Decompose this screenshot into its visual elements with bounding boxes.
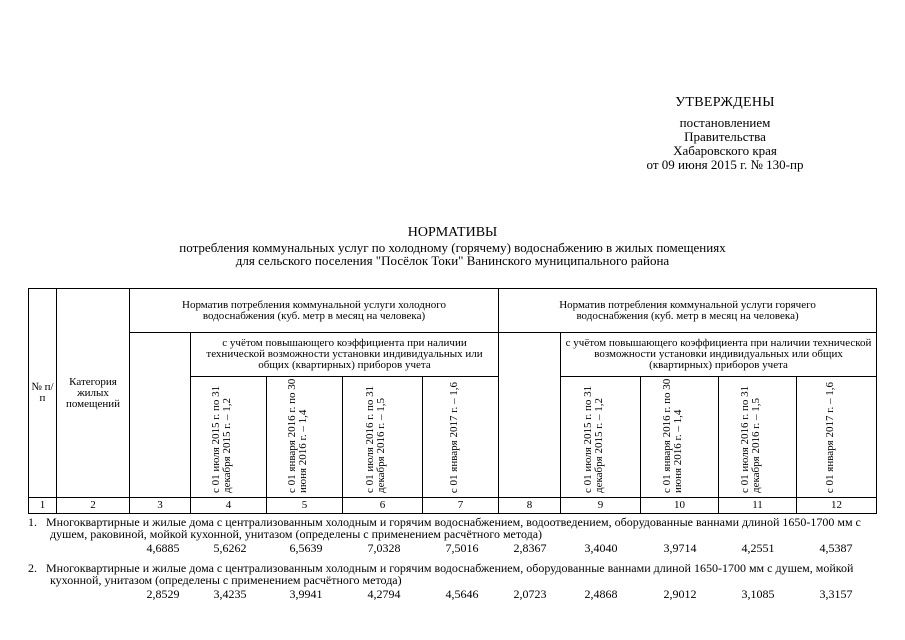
- period-header: с 01 июля 2015 г. по 31 декабря 2015 г. – 1,2: [561, 377, 641, 498]
- item-number: 1.: [28, 515, 37, 529]
- header-cold-base: [130, 333, 191, 498]
- period-header: с 01 января 2017 г. – 1,6: [423, 377, 499, 498]
- period-header: с 01 января 2016 г. по 30 июня 2016 г. – 1,4: [641, 377, 719, 498]
- value-cell: 4,6885: [146, 541, 180, 555]
- value-cell: 4,2551: [741, 541, 775, 555]
- item-values: [28, 588, 876, 602]
- list-item: [28, 562, 876, 602]
- header-hot-base: [499, 333, 561, 498]
- item-values: [28, 542, 876, 556]
- value-cell: 3,4235: [213, 587, 247, 601]
- header-hot-coef: с учётом повышающего коэффициента при наличии технической возможности установки индивидуальных или общих (квартирных) приборов учета: [561, 333, 877, 377]
- header-num: № п/п: [29, 289, 57, 498]
- value-cell: 7,5016: [445, 541, 479, 555]
- period-header: с 01 июля 2016 г. по 31 декабря 2016 г. – 1,5: [719, 377, 797, 498]
- header-cold-coef: с учётом повышающего коэффициента при наличии технической возможности установки индивидуальных или общих (квартирных) приборов учета: [191, 333, 499, 377]
- approval-line: Хабаровского края: [673, 143, 777, 158]
- list-item: [28, 516, 876, 556]
- column-number: 1: [29, 498, 57, 514]
- period-header: с 01 июля 2015 г. по 31 декабря 2015 г. – 1,2: [191, 377, 267, 498]
- approval-line: Правительства: [684, 129, 766, 144]
- period-header: с 01 июля 2016 г. по 31 декабря 2016 г. – 1,5: [343, 377, 423, 498]
- value-cell: 3,3157: [819, 587, 853, 601]
- item-text: Многоквартирные и жилые дома с централизованным холодным и горячим водоснабжением, водоотведением, оборудованные ваннами длиной 1650-1700 мм с душем, раковиной, мойкой кухонной, унитазом (определены с применением расчётного метода): [46, 515, 861, 541]
- norms-table: [28, 288, 877, 514]
- header-hot: Норматив потребления коммунальной услуги горячего водоснабжения (куб. метр в месяц на человека): [499, 289, 877, 333]
- column-number: 8: [499, 498, 561, 514]
- value-cell: 7,0328: [367, 541, 401, 555]
- document-title: НОРМАТИВЫ: [407, 225, 498, 240]
- value-cell: 6,5639: [289, 541, 323, 555]
- column-number: 5: [267, 498, 343, 514]
- column-number: 11: [719, 498, 797, 514]
- header-cold: Норматив потребления коммунальной услуги холодного водоснабжения (куб. метр в месяц на человека): [130, 289, 499, 333]
- value-cell: 3,1085: [741, 587, 775, 601]
- value-cell: 3,9941: [289, 587, 323, 601]
- value-cell: 4,5387: [819, 541, 853, 555]
- approval-title: УТВЕРЖДЕНЫ: [675, 95, 775, 110]
- approval-block: [560, 96, 890, 172]
- column-number: 3: [130, 498, 191, 514]
- column-number: 12: [797, 498, 877, 514]
- item-number: 2.: [28, 561, 37, 575]
- column-number: 2: [57, 498, 130, 514]
- value-cell: 3,4040: [584, 541, 618, 555]
- document-subtitle: потребления коммунальных услуг по холодному (горячему) водоснабжению в жилых помещениях: [179, 240, 726, 255]
- document-title-block: [0, 226, 905, 267]
- value-cell: 3,9714: [663, 541, 697, 555]
- item-text: Многоквартирные и жилые дома с централизованным холодным и горячим водоснабжением, оборудованные ваннами длиной 1650-1700 мм с душем, мойкой кухонной, унитазом (определены с применением расчётного метода): [46, 561, 854, 587]
- value-cell: 2,8367: [513, 541, 547, 555]
- column-number: 10: [641, 498, 719, 514]
- document-subtitle: для сельского поселения "Посёлок Токи" Ванинского муниципального района: [235, 253, 670, 268]
- value-cell: 2,8529: [146, 587, 180, 601]
- items-area: [28, 516, 876, 602]
- approval-date: от 09 июня 2015 г. № 130-пр: [646, 157, 804, 172]
- column-number: 9: [561, 498, 641, 514]
- value-cell: 4,2794: [367, 587, 401, 601]
- approval-line: постановлением: [679, 115, 771, 130]
- period-header: с 01 января 2016 г. по 30 июня 2016 г. – 1,4: [267, 377, 343, 498]
- value-cell: 2,4868: [584, 587, 618, 601]
- column-number: 6: [343, 498, 423, 514]
- header-category: Категория жилых помещений: [57, 289, 130, 498]
- column-number: 7: [423, 498, 499, 514]
- value-cell: 2,9012: [663, 587, 697, 601]
- value-cell: 4,5646: [445, 587, 479, 601]
- column-number: 4: [191, 498, 267, 514]
- value-cell: 5,6262: [213, 541, 247, 555]
- column-number-row: [29, 498, 877, 514]
- value-cell: 2,0723: [513, 587, 547, 601]
- period-header: с 01 января 2017 г. – 1,6: [797, 377, 877, 498]
